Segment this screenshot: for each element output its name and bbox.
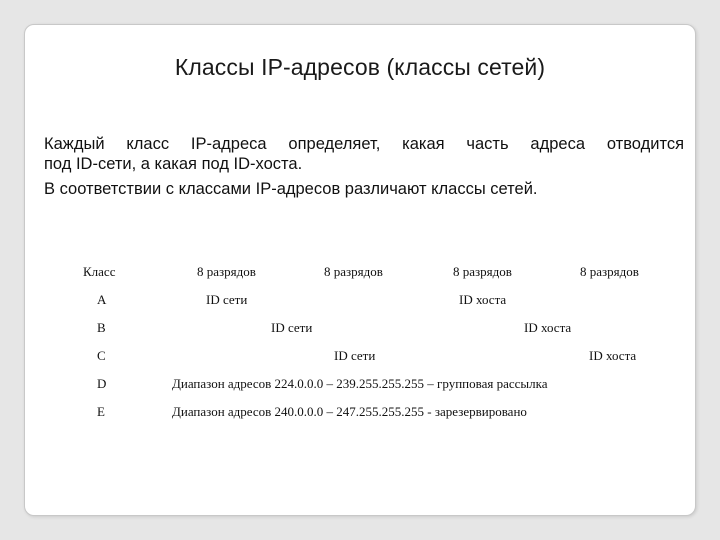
header-octet-4: 8 разрядов xyxy=(580,264,639,279)
header-octet-2: 8 разрядов xyxy=(324,264,383,279)
row-e-class: E xyxy=(97,404,105,419)
row-a-host-id: ID хоста xyxy=(459,292,507,307)
paragraph-line-2: под ID-сети, а какая под ID-хоста. xyxy=(44,155,303,173)
row-d-range: Диапазон адресов 224.0.0.0 – 239.255.255.255 – групповая рассылка xyxy=(172,376,548,391)
row-d-class: D xyxy=(97,376,107,391)
row-b-class: B xyxy=(97,320,106,335)
row-c-class: C xyxy=(97,348,106,363)
row-e-range: Диапазон адресов 240.0.0.0 – 247.255.255.255 - зарезервировано xyxy=(172,404,527,419)
row-c-net-id: ID сети xyxy=(334,348,376,363)
header-octet-1: 8 разрядов xyxy=(197,264,256,279)
slide-title: Классы IP-адресов (классы сетей) xyxy=(174,54,546,80)
row-b-net-id: ID сети xyxy=(271,320,313,335)
row-a-class: A xyxy=(97,292,107,307)
paragraph-line-3: В соответствии с классами IP-адресов различают классы сетей. xyxy=(44,180,538,198)
header-octet-3: 8 разрядов xyxy=(453,264,512,279)
row-c-host-id: ID хоста xyxy=(589,348,637,363)
row-a-net-id: ID сети xyxy=(206,292,248,307)
row-b-host-id: ID хоста xyxy=(524,320,572,335)
header-class: Класс xyxy=(83,264,116,279)
paragraph-line-1: Каждый класс IP-адреса определяет, какая часть адреса отводится xyxy=(44,135,684,153)
